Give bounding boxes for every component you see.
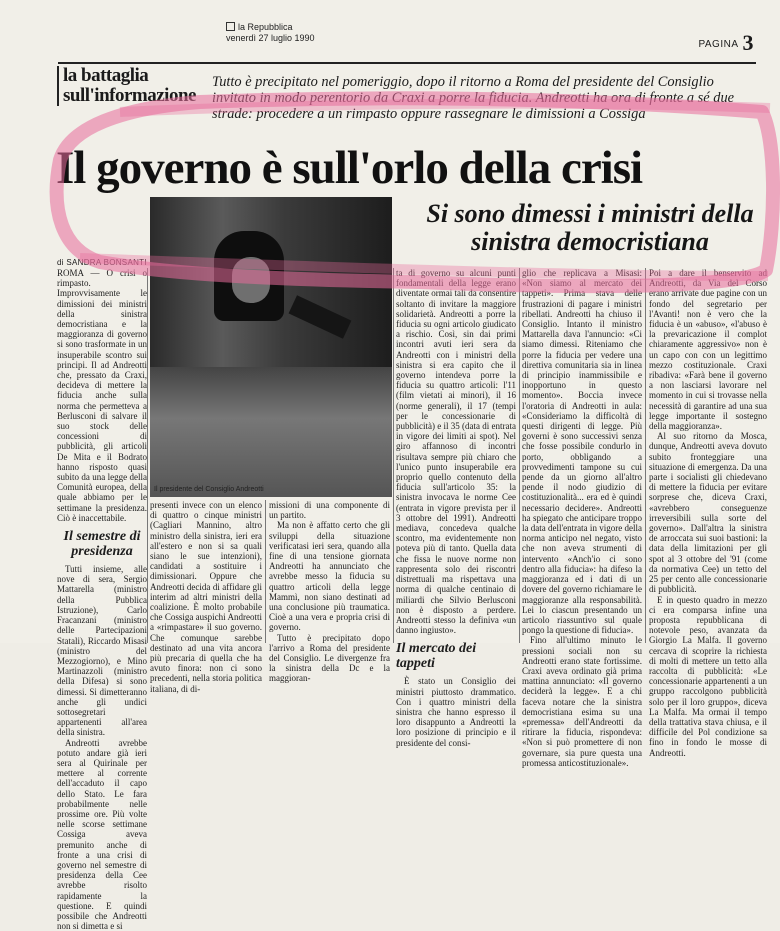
photo-face-shape [232, 257, 270, 303]
column-1-subheading: Il semestre di presidenza [63, 529, 141, 560]
top-rule [58, 62, 756, 64]
column-1-paragraph-2: Tutti insieme, alle nove di sera, Sergio Mattarella (ministro della Pubblica Istruzione), Carlo Fracanzani (ministro delle Partecipazioni Statali), Riccardo Misasi (ministro del Mezzogiorno), e Mino Martinazzoli (ministro della Difesa) si sono dimessi. Si dimetteranno anche gli undici sottosegretari appartenenti all'area della sinistra. [57, 564, 147, 738]
section-label-line2: sull'informazione [63, 85, 196, 106]
photo-caption: Il presidente del Consiglio Andreotti [154, 486, 264, 493]
photo-desk-shape [150, 367, 392, 497]
page-indicator [698, 30, 754, 56]
column-4-paragraph-1: ta di governo su alcuni punti fondamentali della legge erano diventate ormai tali da consentire soltanto di invitare la maggiore solidarietà. Andreotti a porre la fiducia su ogni articolo giudicato a rischio. Così, sin dai primi incontri avuti ieri sera da Andreotti con i ministri della sinistra si era capito che il governo intendeva porre la fiducia su quattro articoli: l'11 (film vietati ai minori), il 16 (norme generali), il 17 (tempi per le concessionarie di pubblicità) e il 35 (data di entrata in vigore dei limiti ai spot). Nel giro affannoso di incontri risultava sempre più chiaro che l'unico punto insuperabile era proprio quello contenuto della fiducia sull'articolo 35: la sinistra invocava le norme Cee (entrata in vigore prevista per il 3 ottobre del 1991). Andreotti mediava, concedeva qualche scontro, ma evidentemente non poteva più di tanto. Quella data che fissa le nuove norme non rappresenta solo dei riscontri distrettuali ma rispettava una norma di qualche centinaio di miliardi che Silvio Berlusconi non è disposto a perdere. Andreotti stesso la definiva «un danno ingiusto». [396, 268, 516, 636]
masthead-paper: la Repubblica [238, 22, 293, 32]
column-rule [147, 268, 148, 643]
article-column-4 [396, 268, 516, 748]
byline: di SANDRA BONSANTI [57, 258, 147, 267]
column-4-subheading: Il mercato dei tappeti [396, 641, 477, 672]
masthead [226, 22, 315, 44]
headline: Il governo è sull'orlo della crisi [56, 142, 643, 194]
article-column-6 [649, 268, 767, 758]
column-6-paragraph-1: Poi a dare il benservito ad Andreotti, da Via del Corso erano arrivate due pagine con un fondo del segretario per l'Avanti! non è vero che la fiducia è un «abuso», «l'abuso è la prevaricazione il complot chiaramente aggressivo» non è un capo con con un legittimo mezzo costituzionale. Craxi ribadiva: «Farà bene il governo a non lasciarsi lavorare nel momento in cui si trovasse nella necessità di garantire ad una sua legge importante il sostegno della maggioranza». [649, 268, 767, 432]
section-label [57, 66, 213, 106]
kicker-subhead: Tutto è precipitato nel pomeriggio, dopo il ritorno a Roma del presidente del Consiglio invitato in modo perentorio da Craxi a porre la fiducia. Andreotti ha ora di fronte a sé due strade: procedere a un rimpasto oppure rassegnare le dimissioni a Cossiga [212, 74, 735, 122]
photo-arm-shape [289, 295, 352, 338]
article-column-2 [150, 500, 262, 694]
page-label: PAGINA [698, 39, 739, 50]
column-3-paragraph-2: Ma non è affatto certo che gli sviluppi della situazione verificatasi ieri sera, quando alla fine di una tensione giornata Andreotti ha annunciato che avrebbe messo la fiducia su quattro articoli della legge Mammì, non siano destinati ad una conclusione più traumatica. Cioè a una vera e propria crisi di governo. [269, 520, 390, 633]
column-3-paragraph-3: Tutto è precipitato dopo l'arrivo a Roma del presidente del Consiglio. Le divergenze fra la sinistra della Dc e la maggioran- [269, 632, 390, 684]
column-6-paragraph-2: Al suo ritorno da Mosca, dunque, Andreotti aveva dovuto subito fronteggiare una situazione di emergenza. Da una parte i socialisti gli chiedevano di mettere la fiducia per evitare sorprese che, diceva Craxi, «avrebbero conseguenze irreversibili sulla sorte del governo». Dall'altra la sinistra de arroccata sui suoi bastioni: la data della limitazioni per gli spot al 3 ottobre del '91 (come da normativa Cee) un tetto del 25 per cento alle concessionarie di pubblicità. [649, 431, 767, 595]
article-column-5 [522, 268, 642, 768]
column-rule [645, 268, 646, 643]
section-label-line1: la battaglia [63, 65, 149, 86]
column-1-paragraph-3: Andreotti avrebbe potuto andare già ieri sera al Quirinale per mettere al corrente dell'accaduto il capo dello Stato. Le fara probabilmente nelle prossime ore. Più volte nelle scorse settimane Cossiga aveva premunito anche di fronte a una crisi di governo nel semestre di presidenza della Cee avrebbe risolto rapidamente la questione. E quindi possibile che Andreotti non si dimetta e si [57, 737, 147, 931]
column-3-paragraph-1: missioni di una componente di un partito. [269, 500, 390, 521]
column-rule [393, 268, 394, 643]
page-number: 3 [742, 30, 754, 55]
column-6-paragraph-3: E in questo quadro in mezzo ci era comparsa infine una proposta repubblicana di notevole peso, avanzata da Giorgio La Malfa. Il governo cercava di scoprire la richiesta di molti di mettere un tetto alla raccolta di pubblicità: «Le concessionarie appartenenti a un gruppo raccolgono pubblicità solo per il loro gruppo», diceva La Malfa. Ma ormai il tempo della trattativa stava chiusa, e il difficile del Pol condizione sa fino in fondo le mosse di Andreotti. [649, 594, 767, 758]
column-2-paragraph-1: presenti invece con un elenco di quattro o cinque ministri (Cagliari Mannino, altro ministro della sinistra, ieri era all'estero e non si sa quali siano le sue intenzioni), candidati a sostituire i dimissionari. Oppure che Andreotti decida di affidare gli interim ad altri ministri della coalizione. È molto probabile che Cossiga auspichi Andreotti a «rimpastare» il suo governo. Che comunque sarebbe destinato ad una vita ancora più precaria di quella che ha avuto finora: non ci sono precedenti, nella storia politica italiana, di di- [150, 500, 262, 694]
column-1-paragraph-1: ROMA — O crisi o rimpasto. Improvvisamente le dimissioni dei ministri della sinistra democristiana e la maggioranza di governo si sono trasformate in un insuperabile scontro sui principi. Il ad Andreotti che, pressato da Craxi, decideva di mettere la fiducia anche sulla norma che permetteva a Berlusconi di salvare il suo stock delle concessioni di pubblicità, gli articoli De Mita e il Bodrato hanno risposto quasi subito da una legge della Comunità europea, della quale abbiamo per le settimane la presidenza. Ciò è inaccettabile. [57, 268, 147, 523]
masthead-date: venerdì 27 luglio 1990 [226, 33, 315, 43]
column-5-paragraph-1: glio che replicava a Misasi: «Non siamo al mercato dei tappeti». Prima stava delle frustrazioni di pagare i ministri ribellati. Andreotti ha chiuso il Consiglio. Intanto il ministro Mattarella dava l'annuncio: «Ci siamo dimessi. Riteniamo che porre la fiducia per vedere una direttiva comunitaria sia in linea di principio inammissibile e inopportuno in questo momento». Boccia invece l'oratoria di Andreotti in aula: «Consideriamo la difficoltà di questi dirigenti di legge. Più governi è sono successivi senza che fosse possibile condurlo in porto, obbligando a provvedimenti tampone su cui pende da un giorno all'altro pende il nodo giudizio di costituzionalità... era ed è quindi necessario decidere». Andreotti ha spiegato che anticipare troppo la data dell'entrata in vigore della norma anticipo nel negato, visto che non aveva strumenti di intervento «Anch'io ci sono dentro alla fiducia»: ha difeso la maggioranza ed i dati di un dovere del governo richiamare le maggioranze alla responsabilità. Lei lo ciascun presentando un articolo riassuntivo sul quale pongo la questione di fiducia». [522, 268, 642, 636]
article-column-1 [57, 268, 147, 931]
article-photo [150, 197, 392, 497]
deck-subtitle: Si sono dimessi i ministri della sinistra democristiana [426, 199, 754, 256]
column-rule [265, 500, 266, 643]
column-4-paragraph-2: È stato un Consiglio dei ministri piuttosto drammatico. Con i quattro ministri della sinistra che hanno espresso il loro disappunto a Andreotti la loro posizione di principio e il presidente del consi- [396, 676, 516, 748]
article-column-3 [269, 500, 390, 684]
column-rule [519, 268, 520, 643]
checkbox-icon [226, 22, 235, 31]
column-5-paragraph-2: Fino all'ultimo minuto le pressioni sociali non su Andreotti erano state fortissime. Craxi aveva ordinato già prima mattina annunciato: «Il governo deciderà la legge». E a chi faceva notare che la sinistra democristiana esima su una «premessa» dell'Andreotti da ritirare la fiducia, rispondeva: «Non si può promettere di non governare, sia pure questa una promessa anticostituzionale». [522, 635, 642, 768]
